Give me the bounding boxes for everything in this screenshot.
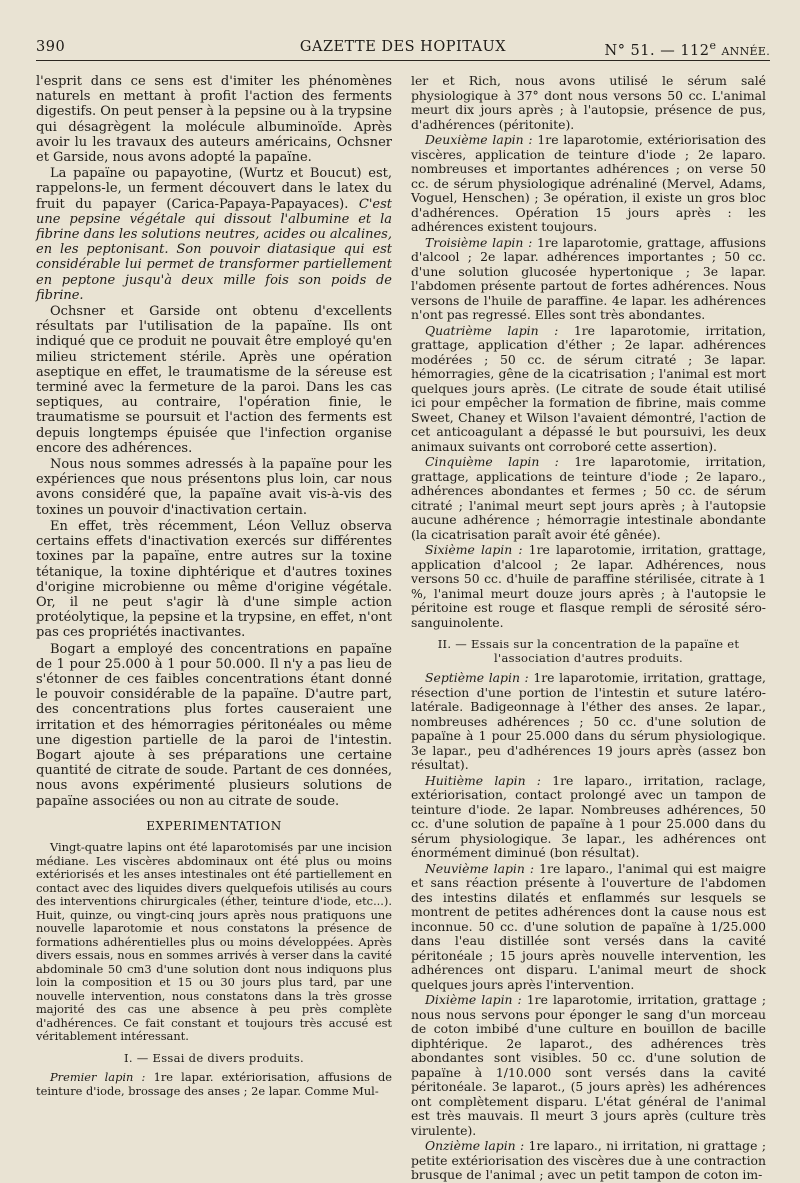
paragraph-rabbit-1	[36, 1071, 392, 1098]
entry-label: Huitième lapin :	[425, 772, 541, 788]
paragraph-rabbit-5	[411, 455, 766, 542]
journal-title: GAZETTE DES HOPITAUX	[299, 39, 507, 55]
entry-text: 1re laparo., irritation, raclage, extériorisation, contact prolongé avec un tampon de teinture d'iode. 2e lapar. Nombreuses adhérences, 50 cc. d'une solution de papaïne à 1 pour 25.000 dans du sérum physiologique. 3e lapar., les adhérences ont énormément diminué (bon résultat).	[411, 772, 766, 860]
paragraph: Ochsner et Garside ont obtenu d'excellents résultats par l'utilisation de la papaïne. Ils ont indiqué que ce produit ne pouvait être employé qu'en milieu strictement stérile. Après une opération aseptique en effet, le traumatisme de la séreuse est terminé avec la fermeture de la paroi. Dans les cas septiques, au contraire, l'opération finie, le traumatisme se poursuit et l'action des ferments est depuis longtemps épuisée que l'infection organise encore des adhérences.	[36, 304, 392, 456]
paragraph: l'esprit dans ce sens est d'imiter les phénomènes naturels en mettant à profit l'action des ferments digestifs. On peut penser à la pepsine ou à la trypsine qui désagrègent la molécule albuminoïde. Après avoir lu les travaux des auteurs américains, Ochsner et Garside, nous avons adopté la papaïne.	[36, 74, 392, 166]
paragraph-rabbit-2	[411, 133, 766, 235]
entry-text: 1re laparotomie, irritation, grattage ; nous nous servons pour éponger le sang d'un morceau de coton imbibé d'une culture en bouillon de bacille diphtérique. 2e laparot., des adhérences très abondantes sont visibles. 50 cc. d'une solution de papaïne à 1/10.000 sont versés dans la cavité péritonéale. 3e laparot., (5 jours après) les adhérences ont complètement disparu. L'état général de l'animal est très mauvais. Il meurt 3 jours après (culture très virulente).	[411, 992, 766, 1138]
entry-text: 1re laparotomie, extériorisation des viscères, application de teinture d'iode ; 2e laparo. nombreuses et importantes adhérences ; on verse 50 cc. de sérum physiologique adrénaliné (Mervel, Adams, Voguel, Henschen) ; 3e opération, il existe un gros bloc d'adhérences. Opération 15 jours après : les adhérences existent toujours.	[411, 132, 767, 234]
paragraph: Vingt-quatre lapins ont été laparotomisés par une incision médiane. Les viscères abdominaux ont été plus ou moins extériorisés et les anses intestinales ont été partiellement en contact avec des liquides divers quelquefois utilisés au cours des interventions chirurgicales (éther, teinture d'iode, etc...). Huit, quinze, ou vingt-cinq jours après nous pratiquons une nouvelle laparotomie et nous constatons la présence de formations adhérentielles plus ou moins développées. Après divers essais, nous en sommes arrivés à verser dans la cavité abdominale 50 cm3 d'une solution dont nous indiquons plus loin la composition et 15 ou 30 jours plus tard, par une nouvelle intervention, nous constatons dans la très grosse majorité des cas une absence à peu près complète d'adhérences. Ce fait constant et toujours très accusé est véritablement intéressant.	[36, 840, 392, 1044]
paragraph: Nous nous sommes adressés à la papaïne pour les expériences que nous présentons plus loin, car nous avons considéré que, la papaïne avait vis-à-vis des toxines un pouvoir d'inactivation certain.	[36, 457, 392, 518]
page-number: 390	[36, 39, 66, 55]
entry-label: Neuvième lapin :	[425, 860, 535, 876]
issue-info	[605, 39, 771, 59]
entry-label: Quatrième lapin :	[425, 322, 559, 338]
entry-label: Sixième lapin :	[425, 542, 523, 557]
entry-text: 1re laparo., l'animal qui est maigre et sans réaction présente à l'ouverture de l'abdomen des intestins dilatés et enflammés sur lesquels se montrent de petites adhérences dont la cause nous est inconnue. 50 cc. d'une solution de papaïne à 1/25.000 dans l'eau distillée sont versés dans la cavité péritonéale ; 15 jours après nouvelle intervention, les adhérences ont disparu. L'animal meurt de shock quelques jours après l'intervention.	[411, 860, 766, 992]
section-heading-II: II. — Essais sur la concentration de la papaïne et l'association d'autres produits.	[437, 637, 740, 665]
entry-label: Cinquième lapin :	[425, 454, 559, 469]
paragraph-italic-text: C'est une pepsine végétale qui dissout l'albumine et la fibrine dans les solutions neutres, acides ou alcalines, en les peptonisant. Son pouvoir diatasique qui est considérable lui permet de transformer partiellement en peptone jusqu'à deux mille fois son poids de fibrine.	[36, 196, 392, 303]
entry-label: Troisième lapin :	[425, 234, 533, 250]
entry-text: 1re laparotomie, irritation, grattage, résection d'une portion de l'intestin et suture latéro-latérale. Badigeonnage à l'éther des anses. 2e lapar., nombreuses adhérences ; 50 cc. d'une solution de papaïne à 1 pour 25.000 dans du sérum physiologique. 3e lapar., peu d'adhérences 19 jours après (assez bon résultat).	[411, 670, 766, 772]
paragraph-rabbit-9	[411, 862, 766, 993]
paragraph-rabbit-11	[411, 1139, 766, 1183]
paragraph-rabbit-3	[411, 236, 766, 323]
entry-text: 1re laparo., ni irritation, ni grattage ; petite extériorisation des viscères due à une contraction brusque de l'animal ; avec un petit tampon de coton im-	[411, 1138, 766, 1182]
left-column	[36, 74, 392, 1144]
entry-text: 1re laparotomie, irritation, grattage, applications de teinture d'iode ; 2e laparo., adhérences abondantes et fermes ; 50 cc. de sérum citraté ; l'animal meurt sept jours après ; à l'autopsie aucune adhérence ; hémorragie intestinale abondante (la cicatrisation paraît avoir été gênée).	[411, 454, 766, 542]
entry-text: 1re laparotomie, grattage, affusions d'alcool ; 2e lapar. adhérences importantes ; 50 cc. d'une solution glucosée hypertonique ; 3e lapar. l'abdomen présente partout de fortes adhérences. Nous versons de l'huile de paraffine. 4e lapar. les adhérences n'ont pas regressé. Elles sont très abondantes.	[411, 234, 766, 322]
right-column	[411, 73, 767, 1182]
running-header	[36, 34, 770, 61]
entry-label: Septième lapin :	[425, 670, 529, 685]
paragraph: ler et Rich, nous avons utilisé le sérum salé physiologique à 37° dont nous versons 50 cc. L'animal meurt dix jours après ; à l'autopsie, présence de pus, d'adhérences (péritonite).	[411, 73, 766, 132]
paragraph: Bogart a employé des concentrations en papaïne de 1 pour 25.000 à 1 pour 50.000. Il n'y a pas lieu de s'étonner de ces faibles concentrations étant donné le pouvoir considérable de la papaïne. D'autre part, des concentrations plus fortes causeraient une irritation et des hémorragies péritonéales ou même une digestion partielle de la paroi de l'intestin. Bogart ajoute à ses préparations une certaine quantité de citrate de soude. Partant de ces données, nous avons expérimenté plusieurs solutions de papaïne associées ou non au citrate de soude.	[36, 641, 392, 809]
paragraph-text: La papaïne ou papayotine, (Wurtz et Boucut) est, rappelons-le, un ferment découvert dans le latex du fruit du papayer (Carica-Papaya-Papayaces).	[36, 166, 392, 212]
issue-number: N° 51. — 112	[604, 42, 710, 59]
issue-superscript: e	[709, 39, 717, 52]
paragraph-rabbit-6	[411, 543, 766, 630]
entry-label: Onzième lapin :	[425, 1138, 525, 1153]
paragraph-rabbit-4	[411, 324, 766, 455]
intro-text	[36, 74, 392, 809]
paragraph-papaine	[36, 166, 392, 303]
section-heading-experimentation: EXPERIMENTATION	[146, 818, 282, 833]
entry-text: 1re laparotomie, irritation, grattage, application d'alcool ; 2e lapar. Adhérences, nous versons 50 cc. d'huile de paraffine stérilisée, citrate à 1 %, l'animal meurt douze jours après ; à l'autopsie le péritoine est rouge et flasque rempli de sérosité séro-sanguinolente.	[411, 542, 767, 630]
paragraph: En effet, très récemment, Léon Velluz observa certains effets d'inactivation exercés sur différentes toxines par la papaïne, entre autres sur la toxine tétanique, la toxine diphtérique et d'autres toxines d'origine microbienne ou même d'origine végétale. Or, il ne peut s'agir là d'une simple action protéolytique, la pepsine et la trypsine, en effet, n'ont pas ces propriétés inactivantes.	[36, 518, 392, 641]
paragraph-rabbit-10	[411, 993, 766, 1138]
experimentation-text	[36, 841, 392, 1044]
entry-label: Deuxième lapin :	[425, 132, 533, 147]
entry-text: 1re laparotomie, irritation, grattage, application d'éther ; 2e lapar. adhérences modérées ; 50 cc. de sérum citraté ; 3e lapar. hémorragies, gêne de la cicatrisation ; l'animal est mort quelques jours après. (Le citrate de soude était utilisé ici pour empêcher la formation de fibrine, mais comme Sweet, Chaney et Wilson l'avaient démontré, l'action de cet anticoagulant a dépassé le but poursuivi, les deux animaux suivants ont corroboré cette assertion).	[411, 322, 766, 454]
entry-label: Premier lapin :	[50, 1070, 146, 1085]
entry-label: Dixième lapin :	[425, 992, 522, 1007]
section-heading-I: I. — Essai de divers produits.	[123, 1050, 305, 1065]
issue-suffix: ANNÉE.	[721, 44, 770, 58]
paragraph-rabbit-7	[411, 671, 766, 773]
entry-text: 1re lapar. extériorisation, affusions de teinture d'iode, brossage des anses ; 2e lapar. Comme Mul-	[36, 1070, 393, 1098]
rabbit-entry	[36, 1071, 392, 1098]
paragraph-rabbit-8	[411, 774, 766, 861]
